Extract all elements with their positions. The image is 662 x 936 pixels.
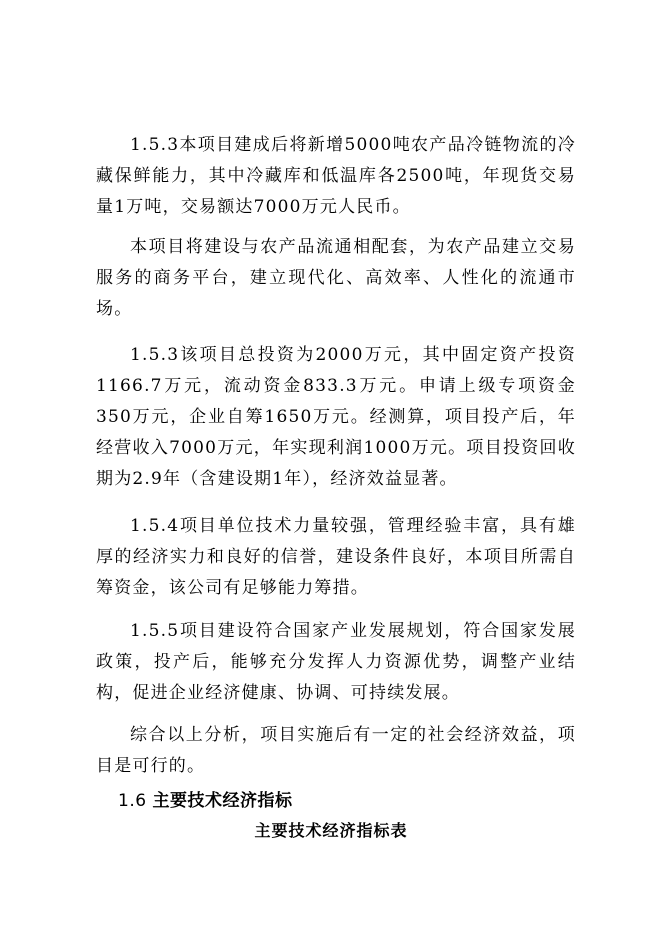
paragraph-conclusion: 综合以上分析，项目实施后有一定的社会经济效益，项目是可行的。 (96, 725, 576, 776)
paragraph-policy-compliance: 1.5.5项目建设符合国家产业发展规划，符合国家发展政策，投产后，能够充分发挥人力资源优势，调整产业结构，促进企业经济健康、协调、可持续发展。 (96, 621, 576, 703)
paragraph-investment: 1.5.3该项目总投资为2000万元，其中固定资产投资1166.7万元，流动资金833.3万元。申请上级专项资金350万元，企业自筹1650万元。经测算，项目投产后，年经营收入7000万元，年实现利润1000万元。项目投资回收期为2.9年（含建设期1年），经济效益显著。 (96, 345, 576, 489)
table-title: 主要技术经济指标表 (254, 821, 408, 840)
section-title: 主要技术经济指标 (152, 791, 293, 811)
paragraph-cold-chain-capacity: 1.5.3本项目建成后将新增5000吨农产品冷链物流的冷藏保鲜能力，其中冷藏库和低温库各2500吨，年现货交易量1万吨，交易额达7000万元人民币。 (96, 135, 576, 217)
section-number: 1.6 (118, 791, 147, 811)
section-heading (118, 786, 293, 811)
paragraph-technical-strength: 1.5.4项目单位技术力量较强，管理经验丰富，具有雄厚的经济实力和良好的信誉，建设条件良好，本项目所需自筹资金，该公司有足够能力筹措。 (96, 516, 576, 598)
paragraph-trading-platform: 本项目将建设与农产品流通相配套，为农产品建立交易服务的商务平台，建立现代化、高效率、人性化的流通市场。 (96, 237, 576, 319)
